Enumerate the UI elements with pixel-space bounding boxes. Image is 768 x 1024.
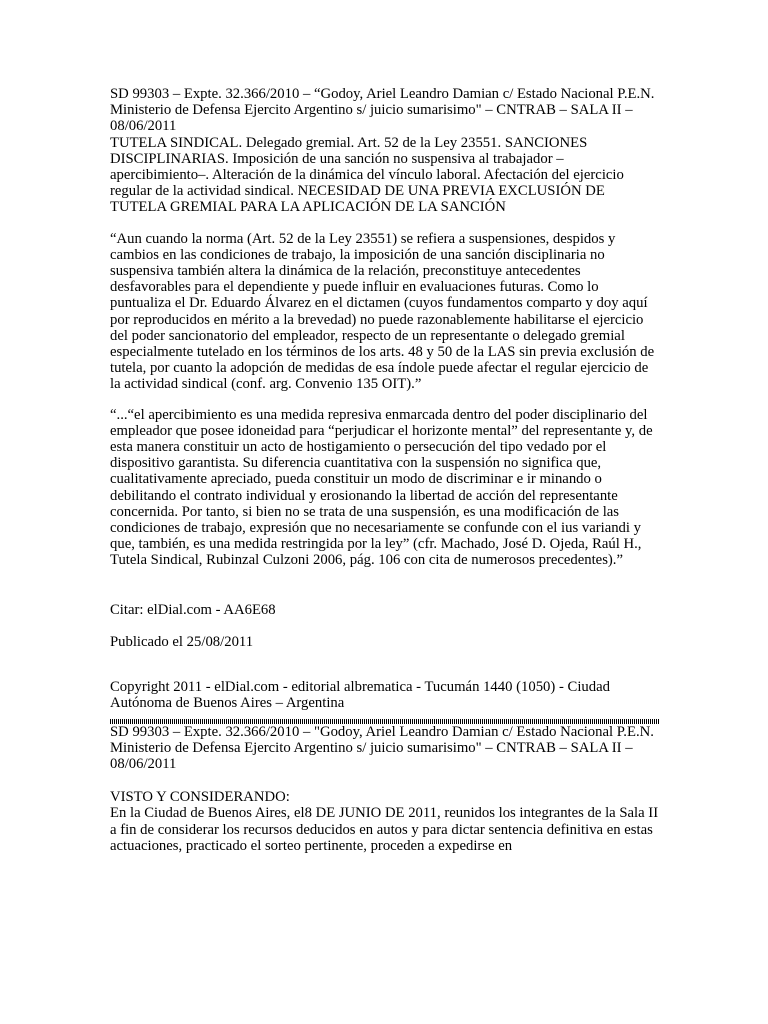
quote-second: “...“el apercibimiento es una medida represiva enmarcada dentro del poder disciplinario del empleador que posee idoneidad para “perjudicar el horizonte mental” del representante y, de esta manera constituir un acto de hostigamiento o persecución del tipo vedado por el dispositivo garantista. Su diferencia cuantitativa con la suspensión no significa que, cualitativamente apreciado, pueda constituir un modo de discriminar e ir minando o debilitando el contrato individual y erosionando la libertad de acción del representante concernida. Por tanto, si bien no se trata de una suspensión, es una modificación de las condiciones de trabajo, expresión que no necesariamente se confunde con el ius variandi y que, también, es una medida restringida por la ley” (cfr. Machado, José D. Ojeda, Raúl H., Tutela Sindical, Rubinzal Culzoni 2006, pág. 106 con cita de numerosos precedentes).” [110, 406, 657, 569]
quote-first: “Aun cuando la norma (Art. 52 de la Ley 23551) se refiera a suspensiones, despidos y cambios en las condiciones de trabajo, la imposición de una sanción disciplinaria no suspensiva también altera la dinámica de la relación, preconstituye antecedentes desfavorables para el dependiente y puede influir en evaluaciones futuras. Como lo puntualiza el Dr. Eduardo Álvarez en el dictamen (cuyos fundamentos comparto y doy aquí por reproducidos en mérito a la brevedad) no puede razonablemente habilitarse el ejercicio del poder sancionatorio del empleador, respecto de un representante o delegado gremial especialmente tutelado en los términos de los arts. 48 y 50 de la LAS sin previa exclusión de tutela, por cuanto la adopción de medidas de esa índole puede afectar el regular ejercicio de la actividad sindical (conf. arg. Convenio 135 OIT).” [110, 230, 658, 393]
citation-published: Publicado el 25/08/2011 [110, 633, 254, 650]
body-paragraph: En la Ciudad de Buenos Aires, el8 DE JUNIO DE 2011, reunidos los integrantes de la Sala II a fin de considerar los recursos deducidos en autos y para dictar sentencia definitiva en estas actuaciones, practicado el sorteo pertinente, proceden a expedirse en [110, 805, 662, 854]
document-page [110, 86, 662, 854]
citation-cite: Citar: elDial.com - AA6E68 [110, 601, 276, 618]
header-case-line: SD 99303 – Expte. 32.366/2010 – “Godoy, Ariel Leandro Damian c/ Estado Nacional P.E.N. Ministerio de Defensa Ejercito Argentino s/ juicio sumarisimo" – CNTRAB – SALA II – 08/06/2011 [110, 86, 659, 135]
citation-copyright: Copyright 2011 - elDial.com - editorial albrematica - Tucumán 1440 (1050) - Ciudad Autónoma de Buenos Aires – Argentina [110, 679, 613, 712]
header-summary: TUTELA SINDICAL. Delegado gremial. Art. 52 de la Ley 23551. SANCIONES DISCIPLINARIAS. Imposición de una sanción no suspensiva al trabajador – apercibimiento–. Alteración de la dinámica del vínculo laboral. Afectación del ejercicio regular de la actividad sindical. NECESIDAD DE UNA PREVIA EXCLUSIÓN DE TUTELA GREMIAL PARA LA APLICACIÓN DE LA SANCIÓN [110, 134, 628, 216]
body-case-line: SD 99303 – Expte. 32.366/2010 – "Godoy, Ariel Leandro Damian c/ Estado Nacional P.E.N. Ministerio de Defensa Ejercito Argentino s/ juicio sumarisimo" – CNTRAB – SALA II – 08/06/2011 [110, 723, 658, 772]
body-heading: VISTO Y CONSIDERANDO: [110, 789, 290, 806]
